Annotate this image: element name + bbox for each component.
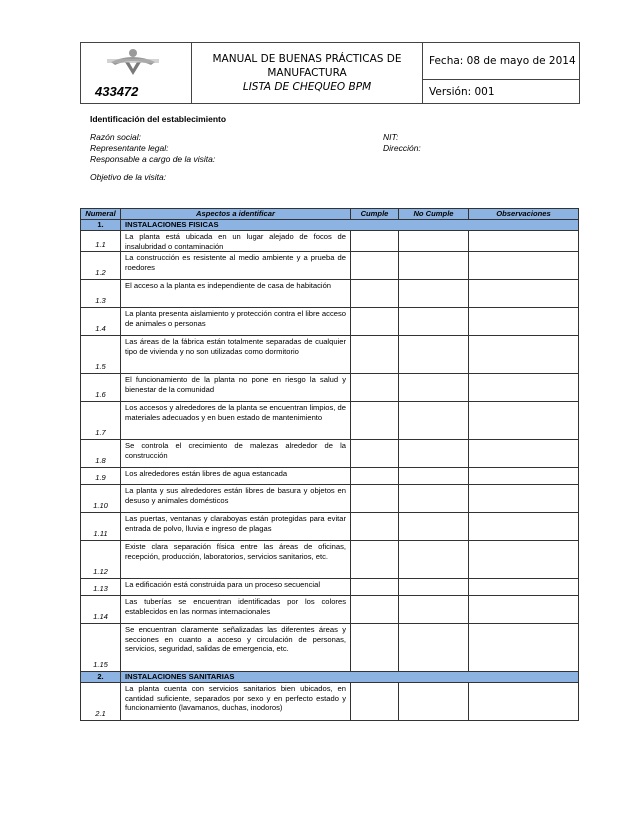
row-aspect: La planta cuenta con servicios sanitarios bien ubicados, en cantidad suficiente, separados por sexo y en perfecto estado y funcionamiento (lavamanos, duchas, inodoros) bbox=[121, 683, 351, 721]
row-aspect: La planta está ubicada en un lugar alejado de focos de insalubridad o contaminación bbox=[121, 231, 351, 252]
cumple-cell[interactable] bbox=[351, 231, 399, 252]
no-cumple-cell[interactable] bbox=[399, 541, 469, 579]
table-row bbox=[81, 485, 579, 513]
section-title: INSTALACIONES FISICAS bbox=[121, 220, 579, 231]
row-numeral: 1.5 bbox=[81, 336, 121, 374]
razon-social-label: Razón social: bbox=[90, 132, 142, 142]
no-cumple-cell[interactable] bbox=[399, 624, 469, 672]
cumple-cell[interactable] bbox=[351, 541, 399, 579]
observaciones-cell[interactable] bbox=[469, 402, 579, 440]
observaciones-cell[interactable] bbox=[469, 440, 579, 468]
no-cumple-cell[interactable] bbox=[399, 231, 469, 252]
cumple-cell[interactable] bbox=[351, 308, 399, 336]
logo-cell bbox=[81, 43, 192, 104]
no-cumple-cell[interactable] bbox=[399, 579, 469, 596]
document-title-line1: MANUAL DE BUENAS PRÁCTICAS DE bbox=[212, 53, 402, 65]
table-row bbox=[81, 308, 579, 336]
row-aspect: Las áreas de la fábrica están totalmente separadas de cualquier tipo de vivienda y no son utilizadas como dormitorio bbox=[121, 336, 351, 374]
nit-label: NIT: bbox=[383, 132, 399, 142]
table-row bbox=[81, 624, 579, 672]
row-numeral: 1.9 bbox=[81, 468, 121, 485]
row-numeral: 1.15 bbox=[81, 624, 121, 672]
no-cumple-cell[interactable] bbox=[399, 308, 469, 336]
row-numeral: 1.4 bbox=[81, 308, 121, 336]
row-aspect: Las tuberías se encuentran identificadas por los colores establecidos en las normas internacionales bbox=[121, 596, 351, 624]
row-aspect: El funcionamiento de la planta no pone en riesgo la salud y bienestar de la comunidad bbox=[121, 374, 351, 402]
observaciones-cell[interactable] bbox=[469, 231, 579, 252]
cumple-cell[interactable] bbox=[351, 374, 399, 402]
table-row bbox=[81, 336, 579, 374]
row-numeral: 1.12 bbox=[81, 541, 121, 579]
no-cumple-cell[interactable] bbox=[399, 468, 469, 485]
header-observaciones: Observaciones bbox=[469, 209, 579, 220]
document-subtitle: LISTA DE CHEQUEO BPM bbox=[242, 81, 372, 93]
document-header bbox=[80, 42, 580, 104]
observaciones-cell[interactable] bbox=[469, 513, 579, 541]
no-cumple-cell[interactable] bbox=[399, 374, 469, 402]
section-number: 2. bbox=[81, 672, 121, 683]
header-cumple: Cumple bbox=[351, 209, 399, 220]
header-no-cumple: No Cumple bbox=[399, 209, 469, 220]
document-title-line2: MANUFACTURA bbox=[267, 67, 347, 79]
observaciones-cell[interactable] bbox=[469, 624, 579, 672]
row-numeral: 1.2 bbox=[81, 252, 121, 280]
cumple-cell[interactable] bbox=[351, 579, 399, 596]
row-numeral: 1.6 bbox=[81, 374, 121, 402]
table-row bbox=[81, 402, 579, 440]
row-aspect: Se encuentran claramente señalizadas las diferentes áreas y secciones en cuanto a acceso y circulación de personas, servicios, seguridad, salidas de emergencia, etc. bbox=[121, 624, 351, 672]
document-version: Versión: 001 bbox=[423, 80, 580, 104]
table-row bbox=[81, 541, 579, 579]
cumple-cell[interactable] bbox=[351, 513, 399, 541]
table-row bbox=[81, 440, 579, 468]
row-aspect: Existe clara separación física entre las áreas de oficinas, recepción, producción, laboratorios, servicios sanitarios, etc. bbox=[121, 541, 351, 579]
row-numeral: 1.3 bbox=[81, 280, 121, 308]
observaciones-cell[interactable] bbox=[469, 541, 579, 579]
row-numeral: 1.1 bbox=[81, 231, 121, 252]
row-aspect: La planta presenta aislamiento y protección contra el libre acceso de animales o personas bbox=[121, 308, 351, 336]
section-row bbox=[81, 220, 579, 231]
observaciones-cell[interactable] bbox=[469, 485, 579, 513]
cumple-cell[interactable] bbox=[351, 336, 399, 374]
no-cumple-cell[interactable] bbox=[399, 683, 469, 721]
sena-logo-icon bbox=[105, 48, 161, 76]
cumple-cell[interactable] bbox=[351, 485, 399, 513]
checklist-table bbox=[80, 208, 579, 721]
section-number: 1. bbox=[81, 220, 121, 231]
row-numeral: 1.11 bbox=[81, 513, 121, 541]
row-aspect: La edificación está construida para un proceso secuencial bbox=[121, 579, 351, 596]
observaciones-cell[interactable] bbox=[469, 468, 579, 485]
no-cumple-cell[interactable] bbox=[399, 596, 469, 624]
row-aspect: Los accesos y alrededores de la planta se encuentran limpios, de materiales adecuados y en buen estado de mantenimiento bbox=[121, 402, 351, 440]
table-row bbox=[81, 231, 579, 252]
observaciones-cell[interactable] bbox=[469, 336, 579, 374]
table-row bbox=[81, 468, 579, 485]
observaciones-cell[interactable] bbox=[469, 579, 579, 596]
no-cumple-cell[interactable] bbox=[399, 440, 469, 468]
observaciones-cell[interactable] bbox=[469, 596, 579, 624]
table-row bbox=[81, 252, 579, 280]
cumple-cell[interactable] bbox=[351, 252, 399, 280]
table-row bbox=[81, 579, 579, 596]
row-numeral: 1.10 bbox=[81, 485, 121, 513]
row-aspect: Se controla el crecimiento de malezas alrededor de la construcción bbox=[121, 440, 351, 468]
observaciones-cell[interactable] bbox=[469, 308, 579, 336]
responsable-label: Responsable a cargo de la visita: bbox=[90, 154, 216, 164]
cumple-cell[interactable] bbox=[351, 280, 399, 308]
row-numeral: 2.1 bbox=[81, 683, 121, 721]
document-date: Fecha: 08 de mayo de 2014 bbox=[423, 43, 580, 80]
no-cumple-cell[interactable] bbox=[399, 402, 469, 440]
table-header-row bbox=[81, 209, 579, 220]
cumple-cell[interactable] bbox=[351, 402, 399, 440]
row-aspect: Los alrededores están libres de agua estancada bbox=[121, 468, 351, 485]
title-cell bbox=[192, 43, 423, 104]
cumple-cell[interactable] bbox=[351, 468, 399, 485]
row-numeral: 1.8 bbox=[81, 440, 121, 468]
observaciones-cell[interactable] bbox=[469, 280, 579, 308]
row-aspect: La construcción es resistente al medio ambiente y a prueba de roedores bbox=[121, 252, 351, 280]
row-numeral: 1.7 bbox=[81, 402, 121, 440]
cumple-cell[interactable] bbox=[351, 683, 399, 721]
header-numeral: Numeral bbox=[81, 209, 121, 220]
no-cumple-cell[interactable] bbox=[399, 336, 469, 374]
identification-heading: Identificación del establecimiento bbox=[90, 114, 227, 124]
row-aspect: Las puertas, ventanas y claraboyas están protegidas para evitar entrada de polvo, lluvia e ingreso de plagas bbox=[121, 513, 351, 541]
table-row bbox=[81, 683, 579, 721]
no-cumple-cell[interactable] bbox=[399, 485, 469, 513]
table-row bbox=[81, 596, 579, 624]
section-title: INSTALACIONES SANITARIAS bbox=[121, 672, 579, 683]
row-aspect: El acceso a la planta es independiente de casa de habitación bbox=[121, 280, 351, 308]
header-aspectos: Aspectos a identificar bbox=[121, 209, 351, 220]
table-row bbox=[81, 513, 579, 541]
row-numeral: 1.13 bbox=[81, 579, 121, 596]
observaciones-cell[interactable] bbox=[469, 252, 579, 280]
table-row bbox=[81, 374, 579, 402]
observaciones-cell[interactable] bbox=[469, 683, 579, 721]
row-numeral: 1.14 bbox=[81, 596, 121, 624]
no-cumple-cell[interactable] bbox=[399, 252, 469, 280]
observaciones-cell[interactable] bbox=[469, 374, 579, 402]
cumple-cell[interactable] bbox=[351, 624, 399, 672]
section-row bbox=[81, 672, 579, 683]
row-aspect: La planta y sus alrededores están libres de basura y objetos en desuso y animales domésticos bbox=[121, 485, 351, 513]
document-code: 433472 bbox=[95, 84, 139, 99]
cumple-cell[interactable] bbox=[351, 440, 399, 468]
no-cumple-cell[interactable] bbox=[399, 280, 469, 308]
no-cumple-cell[interactable] bbox=[399, 513, 469, 541]
representante-label: Representante legal: bbox=[90, 143, 169, 153]
table-row bbox=[81, 280, 579, 308]
objetivo-label: Objetivo de la visita: bbox=[90, 172, 167, 182]
direccion-label: Dirección: bbox=[383, 143, 421, 153]
cumple-cell[interactable] bbox=[351, 596, 399, 624]
